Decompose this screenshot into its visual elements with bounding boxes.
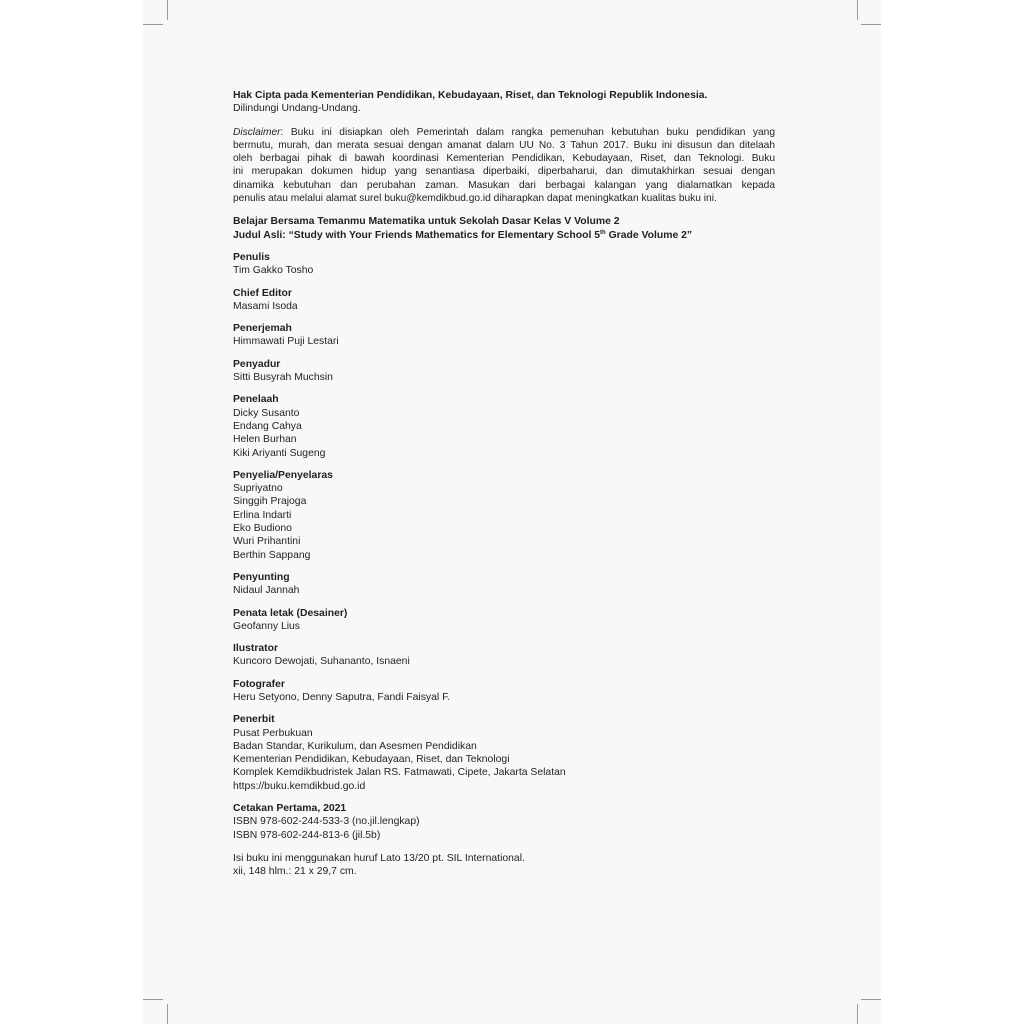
- credit-heading: Penerjemah: [233, 323, 292, 335]
- credit-name: Eko Budiono: [233, 523, 292, 535]
- disclaimer-line: penulis atau melalui alamat surel buku@kemdikbud.go.id diharapkan dapat meningkatkan kualitas buku ini.: [233, 193, 717, 205]
- credit-section: [233, 607, 775, 634]
- credit-name: Komplek Kemdikbudristek Jalan RS. Fatmawati, Cipete, Jakarta Selatan: [233, 767, 566, 779]
- disclaimer-paragraph: [233, 126, 775, 206]
- credit-heading: Penata letak (Desainer): [233, 607, 348, 619]
- credit-section: [233, 802, 775, 842]
- copyright-page-content: [233, 89, 775, 879]
- credit-section: [233, 287, 775, 314]
- credit-heading: Penerbit: [233, 714, 275, 726]
- credit-name: Kementerian Pendidikan, Kebudayaan, Riset, dan Teknologi: [233, 754, 510, 766]
- credit-name: Heru Setyono, Denny Saputra, Fandi Faisyal F.: [233, 691, 451, 703]
- crop-mark-top-left-v: [167, 0, 168, 20]
- credit-name: Pusat Perbukuan: [233, 727, 313, 739]
- crop-mark-top-right-v: [857, 0, 858, 20]
- credit-heading: Penyelia/Penyelaras: [233, 469, 333, 481]
- disclaimer-label: Disclaimer: [233, 126, 281, 138]
- crop-mark-top-left-h: [143, 24, 163, 25]
- colophon: [233, 852, 775, 879]
- credit-name: Helen Burhan: [233, 434, 297, 446]
- crop-mark-bottom-left-h: [143, 999, 163, 1000]
- credit-section: [233, 393, 775, 459]
- credit-name: Kuncoro Dewojati, Suhananto, Isnaeni: [233, 656, 410, 668]
- credit-name: Himmawati Puji Lestari: [233, 336, 339, 348]
- credit-name: ISBN 978-602-244-813-6 (jil.5b): [233, 829, 381, 841]
- credit-heading: Penelaah: [233, 394, 279, 406]
- crop-mark-bottom-left-v: [167, 1004, 168, 1024]
- credit-heading: Penyunting: [233, 571, 290, 583]
- credit-heading: Ilustrator: [233, 643, 279, 655]
- credit-section: [233, 642, 775, 669]
- disclaimer-line: ini merupakan dokumen hidup yang senantiasa diperbaiki, diperbaharui, dan dimutakhirkan sesuai dengan: [233, 166, 775, 178]
- credit-name: Dicky Susanto: [233, 407, 300, 419]
- disclaimer-line: bermutu, murah, dan merata sesuai dengan amanat dalam UU No. 3 Tahun 2017. Buku ini disusun dan ditelaah: [233, 139, 775, 151]
- credit-name: https://buku.kemdikbud.go.id: [233, 780, 366, 792]
- credit-name: Nidaul Jannah: [233, 585, 300, 597]
- credits-list: [233, 251, 775, 842]
- credit-name: Endang Cahya: [233, 420, 302, 432]
- credit-heading: Cetakan Pertama, 2021: [233, 803, 347, 815]
- credit-name: Supriyatno: [233, 483, 283, 495]
- credit-name: Sitti Busyrah Muchsin: [233, 372, 333, 384]
- credit-name: Badan Standar, Kurikulum, dan Asesmen Pendidikan: [233, 740, 477, 752]
- crop-mark-bottom-right-h: [861, 999, 881, 1000]
- credit-section: [233, 251, 775, 278]
- copyright-notice: Hak Cipta pada Kementerian Pendidikan, Kebudayaan, Riset, dan Teknologi Republik Indonesia.: [233, 90, 708, 101]
- disclaimer-line: dinamika kebutuhan dan perubahan zaman. Masukan dari berbagai kalangan yang dialamatkan kepada: [233, 179, 775, 191]
- credit-name: Singgih Prajoga: [233, 496, 307, 508]
- credit-heading: Penyadur: [233, 358, 281, 370]
- credit-section: [233, 713, 775, 793]
- credit-heading: Chief Editor: [233, 287, 292, 299]
- credit-section: [233, 571, 775, 598]
- crop-mark-bottom-right-v: [857, 1004, 858, 1024]
- credit-name: Berthin Sappang: [233, 549, 311, 561]
- credit-heading: Fotografer: [233, 678, 285, 690]
- credit-section: [233, 678, 775, 705]
- original-title: Judul Asli: “Study with Your Friends Mathematics for Elementary School 5th Grade Volume 2”: [233, 229, 693, 241]
- credit-name: ISBN 978-602-244-533-3 (no.jil.lengkap): [233, 816, 420, 828]
- protected-by-law: Dilindungi Undang-Undang.: [233, 103, 361, 115]
- disclaimer-line: Disclaimer: Buku ini disiapkan oleh Pemerintah dalam rangka pemenuhan kebutuhan buku pendidikan yang: [233, 126, 775, 138]
- colophon-size-line: xii, 148 hlm.: 21 x 29,7 cm.: [233, 866, 357, 878]
- credit-section: [233, 358, 775, 385]
- colophon-font-line: Isi buku ini menggunakan huruf Lato 13/20 pt. SIL International.: [233, 852, 525, 864]
- book-title: Belajar Bersama Temanmu Matematika untuk Sekolah Dasar Kelas V Volume 2: [233, 216, 620, 228]
- credit-name: Geofanny Lius: [233, 620, 301, 632]
- disclaimer-line: oleh berbagai pihak di bawah koordinasi Kementerian Pendidikan, Kebudayaan, Riset, dan Teknologi. Buku: [233, 153, 775, 165]
- credit-name: Kiki Ariyanti Sugeng: [233, 447, 326, 459]
- credit-name: Masami Isoda: [233, 300, 298, 312]
- credit-section: [233, 322, 775, 349]
- credit-heading: Penulis: [233, 251, 270, 263]
- credit-name: Tim Gakko Tosho: [233, 265, 314, 277]
- crop-mark-top-right-h: [861, 24, 881, 25]
- credit-name: Wuri Prihantini: [233, 536, 301, 548]
- credit-section: [233, 469, 775, 562]
- credit-name: Erlina Indarti: [233, 509, 292, 521]
